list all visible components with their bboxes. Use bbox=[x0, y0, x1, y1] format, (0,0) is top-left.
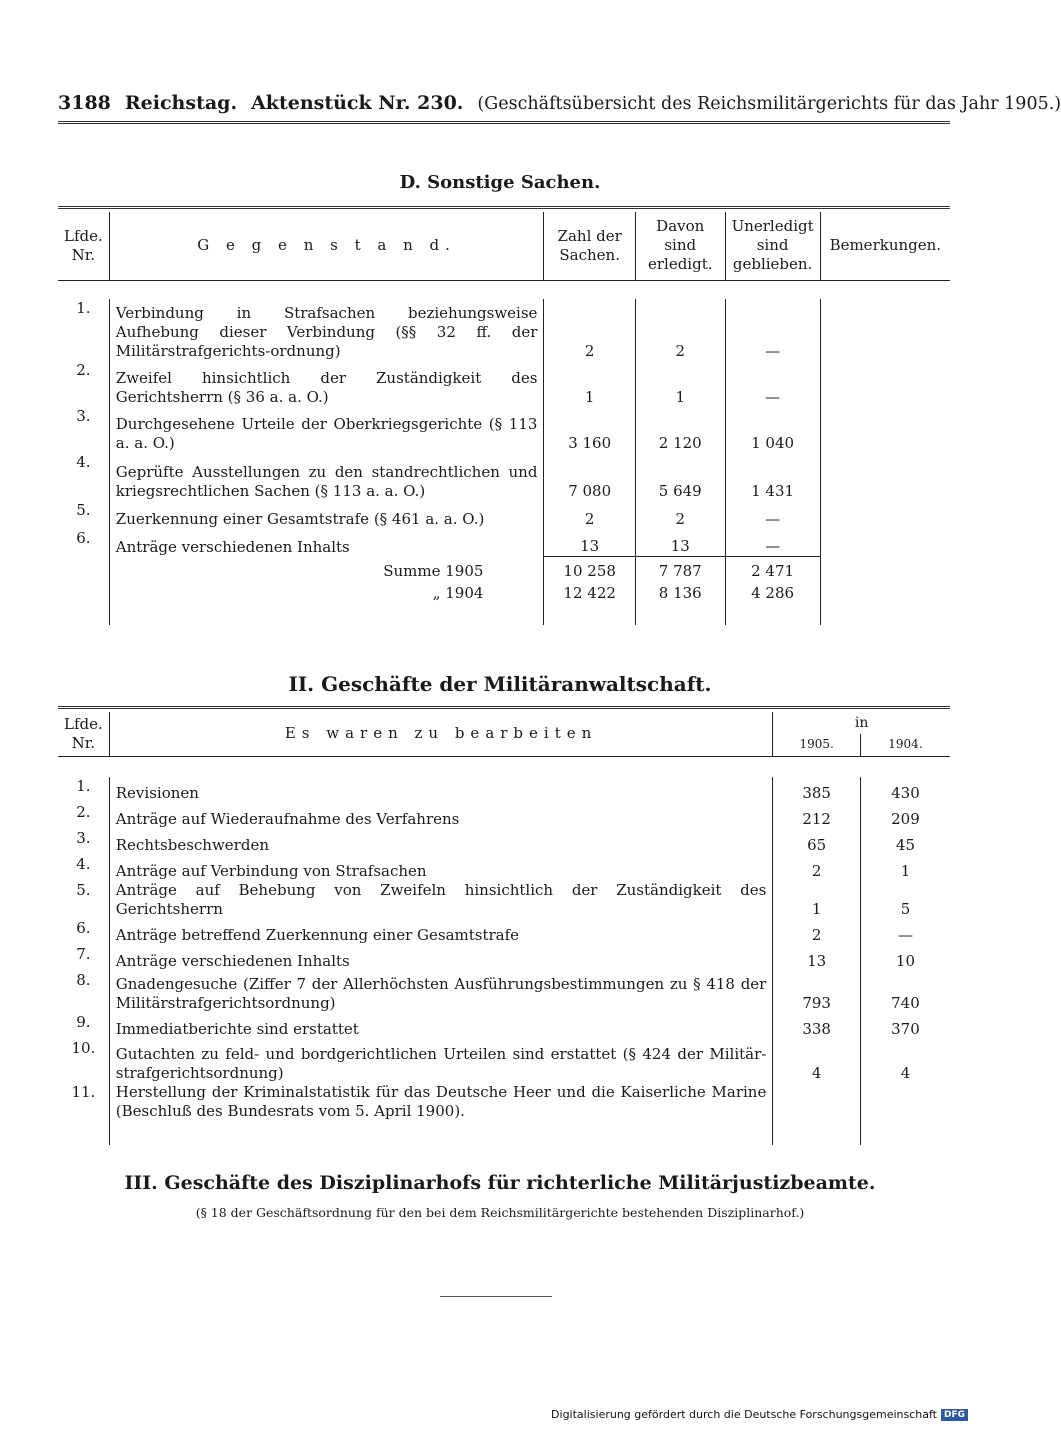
section-ii-row: 1. Revisionen 385 430 bbox=[58, 777, 950, 803]
section-ii-row: 11. Herstellung der Kriminalstatistik für das Deutsche Heer und die Kaiserliche Marine (Beschluß des Bundesrats vom 5. April 1900). bbox=[58, 1083, 950, 1145]
section-ii-row: 2. Anträge auf Wiederaufnahme des Verfahrens 212 209 bbox=[58, 803, 950, 829]
section-d-table bbox=[58, 212, 950, 625]
section-d-row: 1. Verbindung in Strafsachen beziehungsweise Aufhebung dieser Verbindung (§§ 32 ff. der Militärstrafgerichts-ordnung) 2 2 — bbox=[58, 299, 950, 361]
col-count: Zahl der Sachen. bbox=[544, 212, 636, 280]
section-ii-row: 10. Gutachten zu feld- und bordgerichtlichen Urteilen sind erstattet (§ 424 der Militär-strafgerichtsordnung) 4 4 bbox=[58, 1039, 950, 1083]
section-ii-table bbox=[58, 712, 950, 1145]
col-nr: Lfde. Nr. bbox=[64, 226, 103, 264]
page-header bbox=[58, 92, 1061, 114]
header-document: Aktenstück Nr. 230. bbox=[251, 92, 464, 114]
footer bbox=[551, 1408, 968, 1421]
section-ii-row: 9. Immediatberichte sind erstattet 338 370 bbox=[58, 1013, 950, 1039]
section-d-title: D. Sonstige Sachen. bbox=[399, 172, 601, 193]
section-ii-row: 7. Anträge verschiedenen Inhalts 13 10 bbox=[58, 945, 950, 971]
section-d-row: 2. Zweifel hinsichtlich der Zuständigkeit des Gerichtsherrn (§ 36 a. a. O.) 1 1 — bbox=[58, 361, 950, 407]
section-d-row: 3. Durchgesehene Urteile der Oberkriegsgerichte (§ 113 a. a. O.) 3 160 2 120 1 040 bbox=[58, 407, 950, 453]
section-d-row: 5. Zuerkennung einer Gesamtstrafe (§ 461 a. a. O.) 2 2 — bbox=[58, 501, 950, 529]
section-ii-row: 6. Anträge betreffend Zuerkennung einer Gesamtstrafe 2 — bbox=[58, 919, 950, 945]
col-1904: 1904. bbox=[860, 734, 950, 756]
section-d-sum-row: Summe 1905 10 258 7 787 2 471 bbox=[58, 557, 950, 581]
section-ii-header-row bbox=[58, 712, 950, 734]
section-d-row: 4. Geprüfte Ausstellungen zu den standrechtlichen und kriegsrechtlichen Sachen (§ 113 a. a. O.) 7 080 5 649 1 431 bbox=[58, 453, 950, 501]
col-remarks: Bemerkungen. bbox=[820, 212, 950, 280]
section-ii-row: 5. Anträge auf Behebung von Zweifeln hinsichtlich der Zuständigkeit des Gerichtsherrn 1 5 bbox=[58, 881, 950, 919]
header-title: (Geschäftsübersicht des Reichsmilitärgerichts für das Jahr 1905.) bbox=[477, 94, 1061, 114]
section-d-top-rule bbox=[58, 206, 950, 209]
col-in: in bbox=[773, 712, 950, 734]
section-d-sum-row: „ 1904 12 422 8 136 4 286 bbox=[58, 581, 950, 603]
dfg-logo: DFG bbox=[941, 1409, 968, 1421]
section-ii-row: 3. Rechtsbeschwerden 65 45 bbox=[58, 829, 950, 855]
footer-text: Digitalisierung gefördert durch die Deutsche Forschungsgemeinschaft bbox=[551, 1408, 937, 1421]
section-ii-top-rule bbox=[58, 706, 950, 709]
section-d-row: 6. Anträge verschiedenen Inhalts 13 13 — bbox=[58, 529, 950, 557]
section-ii-row: 8. Gnadengesuche (Ziffer 7 der Allerhöchsten Ausführungsbestimmungen zu § 418 der Militärstrafgerichtsordnung) 793 740 bbox=[58, 971, 950, 1013]
col-subject: G e g e n s t a n d. bbox=[109, 212, 544, 280]
section-ii-title: II. Geschäfte der Militäranwaltschaft. bbox=[288, 672, 712, 696]
section-d-header-row bbox=[58, 212, 950, 280]
col-1905: 1905. bbox=[773, 734, 861, 756]
col-open: Unerledigt sind geblieben. bbox=[725, 212, 820, 280]
section-iii-title: III. Geschäfte des Disziplinarhofs für richterliche Militärjustizbeamte. bbox=[124, 1172, 876, 1194]
header-context: Reichstag. bbox=[124, 92, 238, 114]
page-number: 3188 bbox=[58, 92, 111, 114]
col-nr: Lfde. Nr. bbox=[64, 714, 103, 752]
section-iii-subtitle: (§ 18 der Geschäftsordnung für den bei dem Reichsmilitärgerichte bestehenden Disziplinarhof.) bbox=[195, 1205, 805, 1220]
section-ii-row: 4. Anträge auf Verbindung von Strafsachen 2 1 bbox=[58, 855, 950, 881]
col-subject: Es waren zu bearbeiten bbox=[109, 712, 773, 756]
col-done: Davon sind erledigt. bbox=[635, 212, 725, 280]
header-rule bbox=[58, 121, 950, 124]
closing-rule bbox=[440, 1296, 552, 1297]
